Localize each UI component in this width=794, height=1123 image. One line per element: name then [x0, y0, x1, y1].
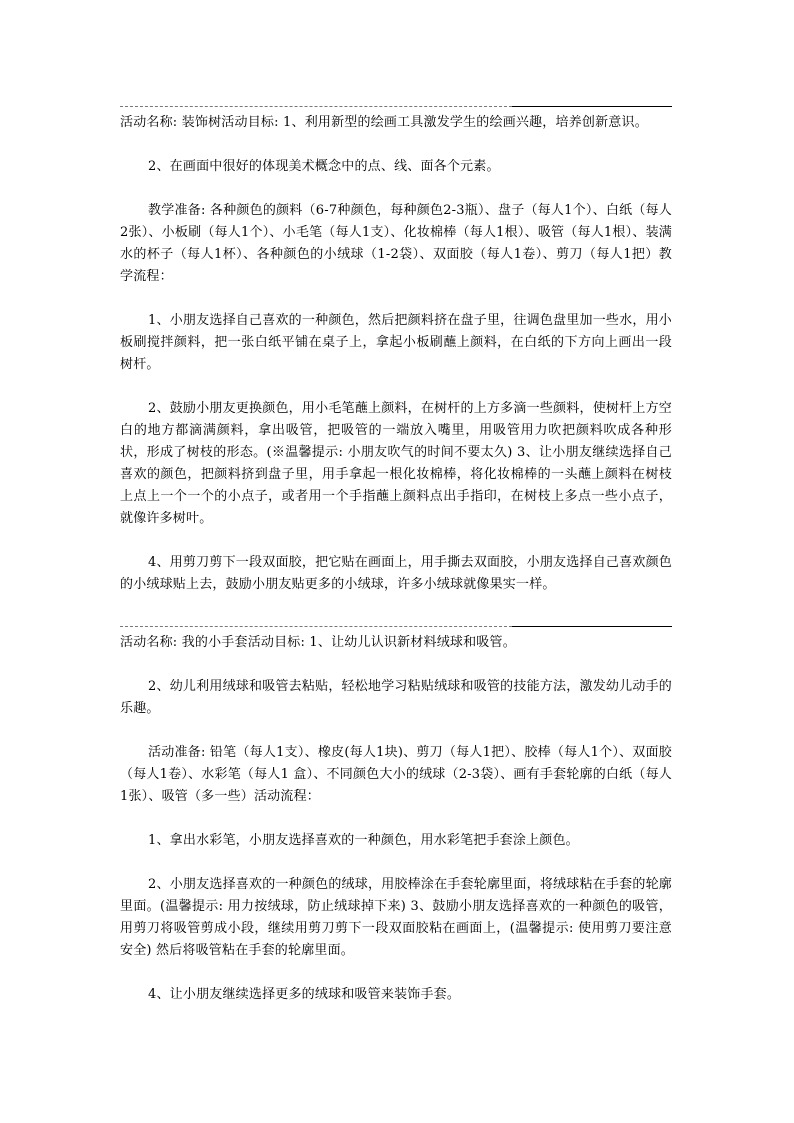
activity-section-decorate-tree — [120, 106, 672, 596]
procedure-step-4: 4、用剪刀剪下一段双面胶，把它贴在画面上，用手撕去双面胶，小朋友选择自己喜欢颜色的小绒球贴上去，鼓励小朋友贴更多的小绒球，许多小绒球就像果实一样。 — [120, 555, 672, 592]
activity-preparation: 活动准备: 铅笔（每人1支）、橡皮(每人1块)、剪刀（每人1把）、胶棒（每人1个）、双面胶（每人1卷）、水彩笔（每人1 盒）、不同颜色大小的绒球（2-3袋）、画有手套轮廓的白纸（每人1张）、吸管（多一些）活动流程： — [120, 745, 672, 804]
activity-section-little-glove — [120, 626, 672, 1006]
section-divider — [120, 106, 672, 107]
teaching-preparation: 教学准备: 各种颜色的颜料（6-7种颜色，每种颜色2-3瓶）、盘子（每人1个）、白纸（每人2张）、小板刷（每人1个）、小毛笔（每人1支）、化妆棉棒（每人1根）、吸管（每人1根）、装满水的杯子（每人1杯）、各种颜色的小绒球（1-2袋）、双面胶（每人1卷）、剪刀（每人1把）教学流程： — [120, 203, 672, 284]
procedure-step-1: 1、拿出水彩笔，小朋友选择喜欢的一种颜色，用水彩笔把手套涂上颜色。 — [148, 833, 579, 848]
activity-title-goal: 活动名称: 我的小手套活动目标: 1、让幼儿认识新材料绒球和吸管。 — [120, 635, 516, 650]
procedure-step-2-3: 2、鼓励小朋友更换颜色，用小毛笔蘸上颜料，在树杆的上方多滴一些颜料，使树杆上方空白的地方都滴满颜料，拿出吸管，把吸管的一端放入嘴里，用吸管用力吹把颜料吹成各种形状，形成了树枝的形态。(※温馨提示: 小朋友吹气的时间不要太久) 3、让小朋友继续选择自己喜欢的颜色，把颜料挤到盘子里，用手拿起一根化妆棉棒，将化妆棉棒的一头蘸上颜料在树枝上点上一个一个的小点子，或者用一个手指蘸上颜料点出手指印，在树枝上多点一些小点子，就像许多树叶。 — [120, 401, 672, 526]
activity-title-goal: 活动名称: 装饰树活动目标: 1、利用新型的绘画工具激发学生的绘画兴趣，培养创新意识。 — [120, 115, 648, 130]
section-divider — [120, 626, 672, 627]
procedure-step-1: 1、小朋友选择自己喜欢的一种颜色，然后把颜料挤在盘子里，往调色盘里加一些水，用小板刷搅拌颜料，把一张白纸平铺在桌子上，拿起小板刷蘸上颜料，在白纸的下方向上画出一段树杆。 — [120, 313, 672, 372]
activity-goal-2: 2、在画面中很好的体现美术概念中的点、线、面各个元素。 — [148, 159, 500, 174]
procedure-step-2-3: 2、小朋友选择喜欢的一种颜色的绒球，用胶棒涂在手套轮廓里面，将绒球粘在手套的轮廓里面。(温馨提示: 用力按绒球，防止绒球掉下来) 3、鼓励小朋友选择喜欢的一种颜色的吸管，用剪刀将吸管剪成小段，继续用剪刀剪下一段双面胶粘在画面上，(温馨提示: 使用剪刀要注意安全) 然后将吸管粘在手套的轮廓里面。 — [120, 877, 672, 958]
activity-goal-2: 2、幼儿利用绒球和吸管去粘贴，轻松地学习粘贴绒球和吸管的技能方法，激发幼儿动手的乐趣。 — [120, 679, 672, 716]
procedure-step-4: 4、让小朋友继续选择更多的绒球和吸管来装饰手套。 — [148, 987, 461, 1002]
